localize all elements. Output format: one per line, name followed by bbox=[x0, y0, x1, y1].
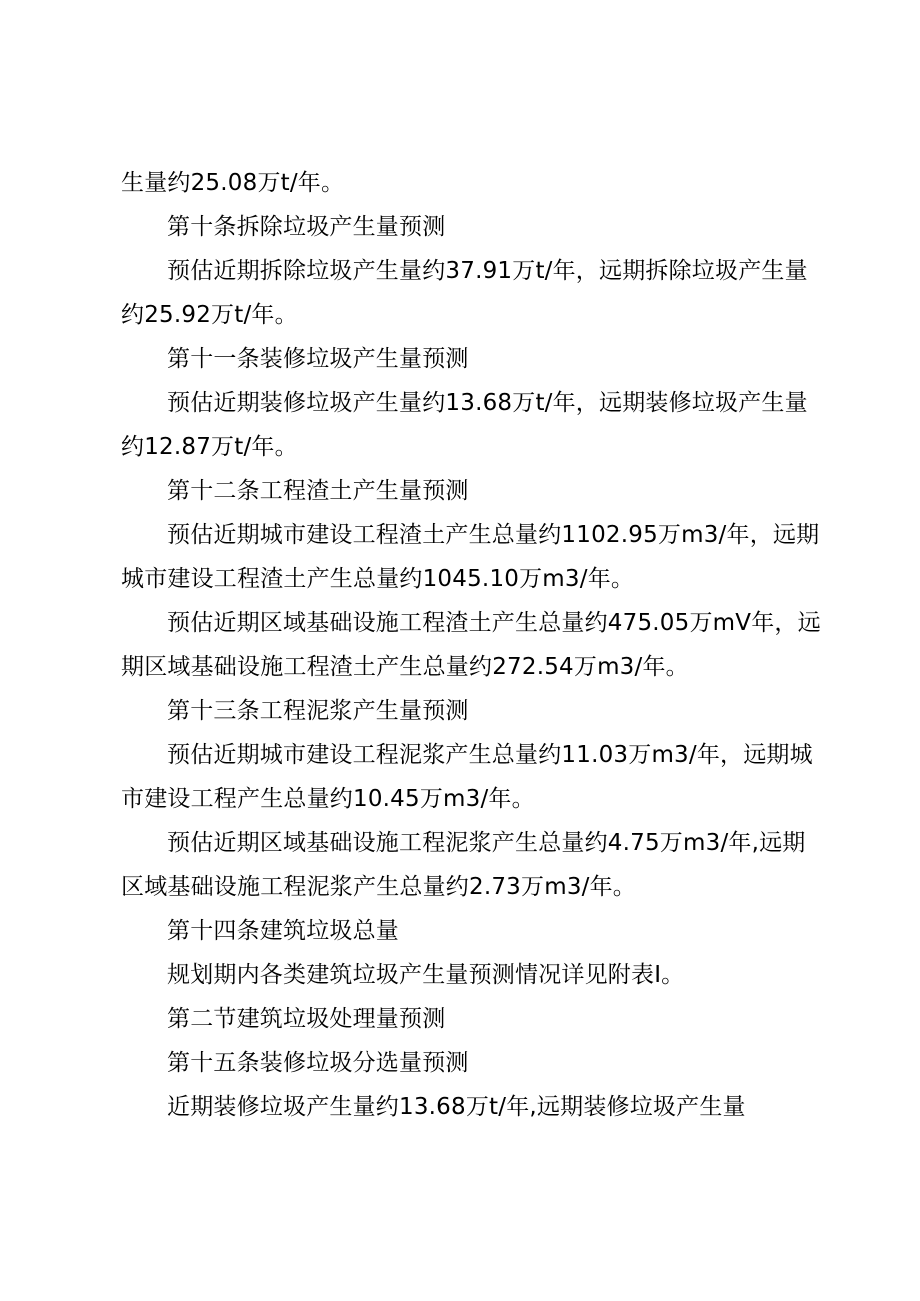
article-12-heading: 第十二条工程渣土产生量预测 bbox=[167, 478, 469, 504]
article-12-paragraph-1-continuation: 城市建设工程渣土产生总量约1045.10万m3/年。 bbox=[121, 566, 635, 592]
article-12-paragraph-1: 预估近期城市建设工程渣土产生总量约1102.95万m3/年，远期 bbox=[167, 522, 820, 548]
article-10-heading: 第十条拆除垃圾产生量预测 bbox=[167, 214, 446, 240]
article-11-text-continuation: 约12.87万t/年。 bbox=[121, 434, 298, 460]
article-11-text: 预估近期装修垃圾产生量约13.68万t/年，远期装修垃圾产生量 bbox=[167, 390, 808, 416]
article-15-text: 近期装修垃圾产生量约13.68万t/年,远期装修垃圾产生量 bbox=[167, 1094, 746, 1120]
article-14-text: 规划期内各类建筑垃圾产生量预测情况详见附表I。 bbox=[167, 962, 685, 988]
section-2-heading: 第二节建筑垃圾处理量预测 bbox=[167, 1006, 446, 1032]
article-13-paragraph-1: 预估近期城市建设工程泥浆产生总量约11.03万m3/年，远期城 bbox=[167, 742, 813, 768]
article-13-paragraph-2: 预估近期区域基础设施工程泥浆产生总量约4.75万m3/年,远期 bbox=[167, 830, 806, 856]
paragraph-continuation: 生量约25.08万t/年。 bbox=[121, 170, 345, 196]
article-12-paragraph-2: 预估近期区域基础设施工程渣土产生总量约475.05万mV年，远 bbox=[167, 610, 821, 636]
article-11-heading: 第十一条装修垃圾产生量预测 bbox=[167, 346, 469, 372]
article-13-paragraph-2-continuation: 区域基础设施工程泥浆产生总量约2.73万m3/年。 bbox=[121, 874, 636, 900]
article-15-heading: 第十五条装修垃圾分选量预测 bbox=[167, 1050, 469, 1076]
article-10-text-continuation: 约25.92万t/年。 bbox=[121, 302, 298, 328]
article-13-heading: 第十三条工程泥浆产生量预测 bbox=[167, 698, 469, 724]
article-12-paragraph-2-continuation: 期区域基础设施工程渣土产生总量约272.54万m3/年。 bbox=[121, 654, 689, 680]
article-14-heading: 第十四条建筑垃圾总量 bbox=[167, 918, 399, 944]
article-13-paragraph-1-continuation: 市建设工程产生总量约10.45万m3/年。 bbox=[121, 786, 535, 812]
article-10-text: 预估近期拆除垃圾产生量约37.91万t/年，远期拆除垃圾产生量 bbox=[167, 258, 808, 284]
